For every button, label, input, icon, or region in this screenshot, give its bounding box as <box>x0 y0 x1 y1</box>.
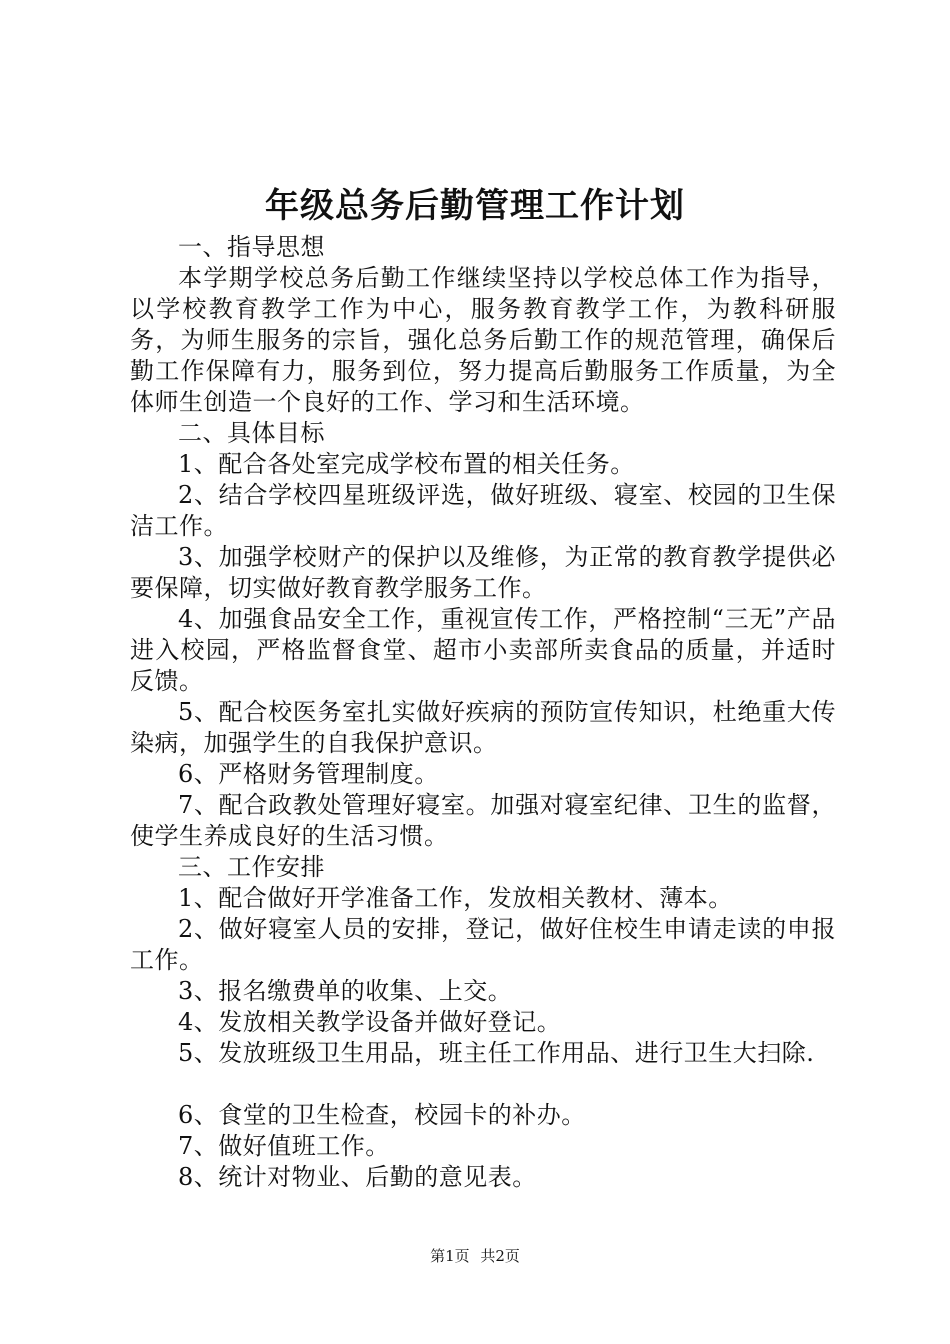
paragraph-guiding-ideology: 本学期学校总务后勤工作继续坚持以学校总体工作为指导，以学校教育教学工作为中心，服务教育教学工作，为教科研服务，为师生服务的宗旨，强化总务后勤工作的规范管理，确保后勤工作保障有力，服务到位，努力提高后勤服务工作质量，为全体师生创造一个良好的工作、学习和生活环境。 <box>130 264 836 416</box>
list-item: 4、加强食品安全工作，重视宣传工作，严格控制“三无”产品进入校园，严格监督食堂、超市小卖部所卖食品的质量，并适时反馈。 <box>130 605 836 695</box>
list-item: 5、发放班级卫生用品，班主任工作用品、进行卫生大扫除. <box>178 1039 815 1067</box>
list-item: 3、报名缴费单的收集、上交。 <box>178 977 513 1005</box>
list-item: 4、发放相关教学设备并做好登记。 <box>178 1008 562 1036</box>
blank-line <box>130 1069 836 1100</box>
document-title: 年级总务后勤管理工作计划 <box>265 186 685 226</box>
list-item: 1、配合做好开学准备工作，发放相关教材、薄本。 <box>178 884 733 912</box>
list-item: 3、加强学校财产的保护以及维修，为正常的教育教学提供必要保障，切实做好教育教学服务工作。 <box>130 543 836 602</box>
list-item: 2、结合学校四星班级评选，做好班级、寝室、校园的卫生保洁工作。 <box>130 481 836 540</box>
section-heading-specific-goals: 二、具体目标 <box>178 419 325 447</box>
list-item: 6、严格财务管理制度。 <box>178 760 439 788</box>
list-item: 5、配合校医务室扎实做好疾病的预防宣传知识，杜绝重大传染病，加强学生的自我保护意识。 <box>130 698 836 757</box>
section-heading-work-arrangement: 三、工作安排 <box>178 853 325 881</box>
list-item: 2、做好寝室人员的安排，登记，做好住校生申请走读的申报工作。 <box>130 915 836 974</box>
list-item: 7、做好值班工作。 <box>178 1132 390 1160</box>
page-number-total: 共2页 <box>480 1247 520 1265</box>
section-heading-guiding-ideology: 一、指导思想 <box>178 233 325 261</box>
document-body <box>130 232 836 1193</box>
list-item: 7、配合政教处管理好寝室。加强对寝室纪律、卫生的监督，使学生养成良好的生活习惯。 <box>130 791 836 850</box>
list-item: 6、食堂的卫生检查，校园卡的补办。 <box>178 1101 586 1129</box>
page-footer <box>0 1246 950 1266</box>
page-number-current: 第1页 <box>430 1247 470 1265</box>
list-item: 1、配合各处室完成学校布置的相关任务。 <box>178 450 635 478</box>
list-item: 8、统计对物业、后勤的意见表。 <box>178 1163 537 1191</box>
